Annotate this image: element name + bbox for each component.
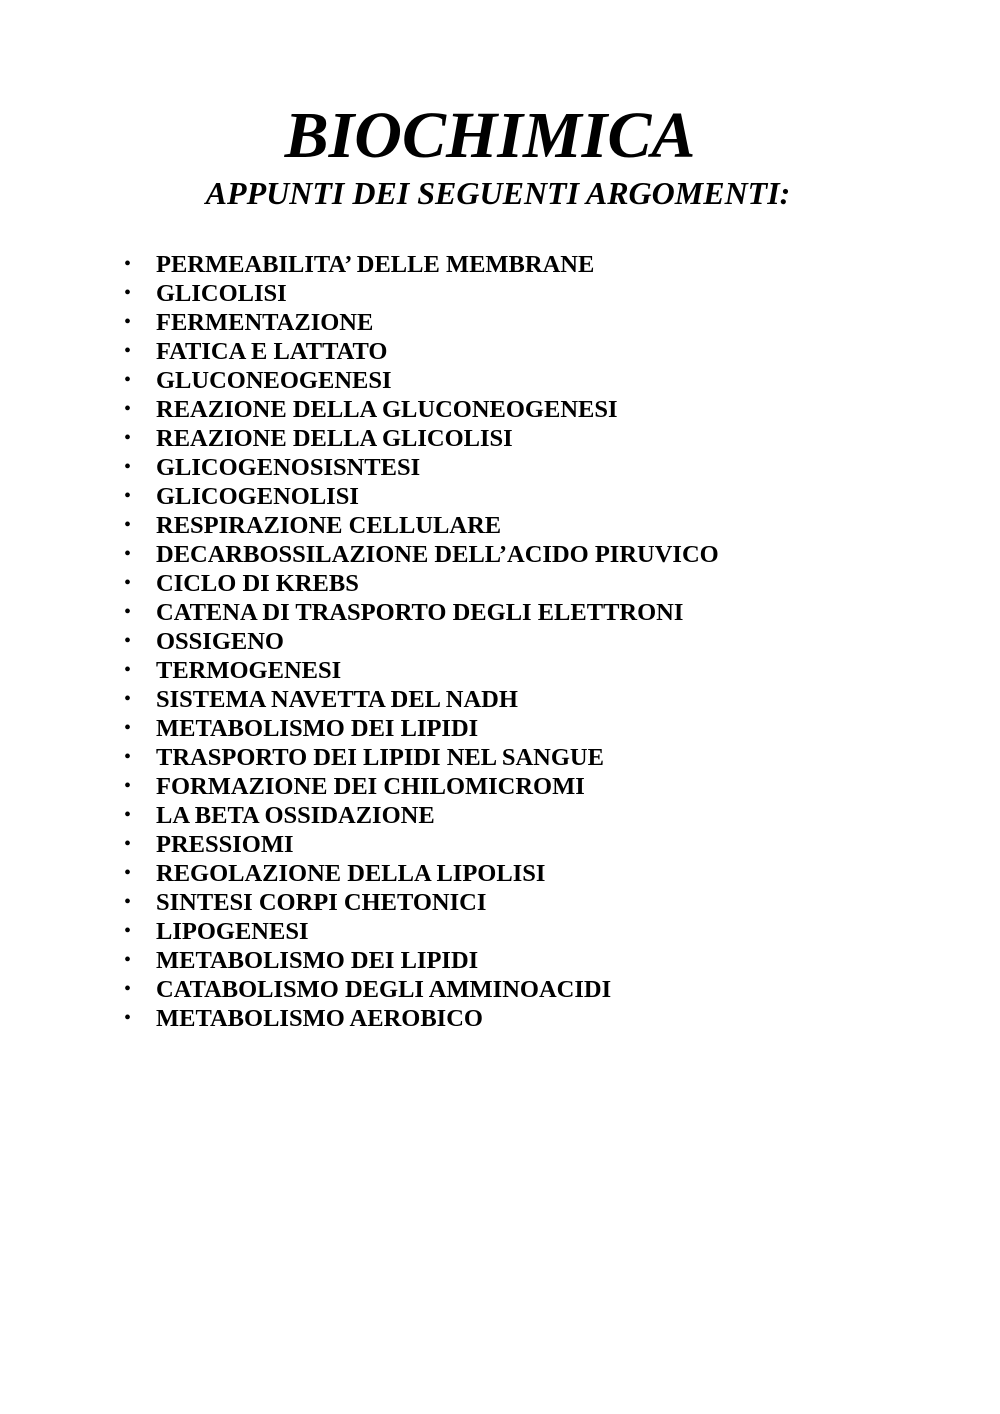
bullet-icon: • (124, 833, 132, 855)
bullet-icon: • (124, 804, 132, 826)
topic-list-item (120, 772, 719, 801)
topic-list-item (120, 714, 719, 743)
topic-list-item (120, 569, 719, 598)
bullet-icon: • (124, 572, 132, 594)
topic-label: METABOLISMO AEROBICO (156, 1005, 483, 1032)
bullet-icon: • (124, 630, 132, 652)
topic-list-item (120, 888, 719, 917)
bullet-icon: • (124, 775, 132, 797)
bullet-icon: • (124, 311, 132, 333)
topic-label: CATENA DI TRASPORTO DEGLI ELETTRONI (156, 599, 684, 626)
topic-list-item (120, 627, 719, 656)
topic-label: LIPOGENESI (156, 918, 309, 945)
topic-list-item (120, 424, 719, 453)
bullet-icon: • (124, 369, 132, 391)
bullet-icon: • (124, 456, 132, 478)
topic-list-item (120, 511, 719, 540)
topic-label: CATABOLISMO DEGLI AMMINOACIDI (156, 976, 612, 1003)
topic-list-item (120, 743, 719, 772)
topic-label: TRASPORTO DEI LIPIDI NEL SANGUE (156, 744, 604, 771)
topic-list-item (120, 685, 719, 714)
topic-list-item (120, 482, 719, 511)
topic-list-item (120, 366, 719, 395)
topic-label: TERMOGENESI (156, 657, 342, 684)
bullet-icon: • (124, 659, 132, 681)
topic-label: SISTEMA NAVETTA DEL NADH (156, 686, 518, 713)
bullet-icon: • (124, 601, 132, 623)
bullet-icon: • (124, 746, 132, 768)
topic-list-item (120, 395, 719, 424)
topic-label: REAZIONE DELLA GLICOLISI (156, 425, 513, 452)
topic-label: GLICOLISI (156, 280, 287, 307)
topic-list-item (120, 540, 719, 569)
topic-label: RESPIRAZIONE CELLULARE (156, 512, 502, 539)
bullet-icon: • (124, 949, 132, 971)
bullet-icon: • (124, 920, 132, 942)
bullet-icon: • (124, 485, 132, 507)
topic-list-item (120, 946, 719, 975)
bullet-icon: • (124, 398, 132, 420)
topic-list-item (120, 801, 719, 830)
topic-list-item (120, 830, 719, 859)
bullet-icon: • (124, 253, 132, 275)
bullet-icon: • (124, 543, 132, 565)
topic-label: LA BETA OSSIDAZIONE (156, 802, 435, 829)
topic-list-item (120, 453, 719, 482)
bullet-icon: • (124, 1007, 132, 1029)
topic-list-item (120, 975, 719, 1004)
topic-list-item (120, 859, 719, 888)
bullet-icon: • (124, 427, 132, 449)
topic-list-item (120, 656, 719, 685)
topic-list-item (120, 250, 719, 279)
document-title: BIOCHIMICA (284, 99, 696, 172)
bullet-icon: • (124, 862, 132, 884)
topic-list-item (120, 1004, 719, 1033)
topic-list-item (120, 279, 719, 308)
topic-list-item (120, 917, 719, 946)
topic-label: OSSIGENO (156, 628, 284, 655)
bullet-icon: • (124, 978, 132, 1000)
topic-list-item (120, 337, 719, 366)
topic-label: CICLO DI KREBS (156, 570, 359, 597)
bullet-icon: • (124, 282, 132, 304)
topic-label: FERMENTAZIONE (156, 309, 374, 336)
topic-list (120, 250, 719, 1033)
topic-label: METABOLISMO DEI LIPIDI (156, 947, 479, 974)
topic-label: REAZIONE DELLA GLUCONEOGENESI (156, 396, 618, 423)
topic-label: GLICOGENOLISI (156, 483, 359, 510)
bullet-icon: • (124, 891, 132, 913)
bullet-icon: • (124, 514, 132, 536)
bullet-icon: • (124, 717, 132, 739)
topic-list-item (120, 598, 719, 627)
topic-label: PERMEABILITA’ DELLE MEMBRANE (156, 251, 595, 278)
bullet-icon: • (124, 340, 132, 362)
topic-label: GLICOGENOSISNTESI (156, 454, 421, 481)
document-subtitle: APPUNTI DEI SEGUENTI ARGOMENTI: (205, 175, 791, 211)
topic-label: FORMAZIONE DEI CHILOMICROMI (156, 773, 585, 800)
topic-label: FATICA E LATTATO (156, 338, 388, 365)
topic-label: SINTESI CORPI CHETONICI (156, 889, 487, 916)
topic-list-item (120, 308, 719, 337)
topic-label: DECARBOSSILAZIONE DELL’ACIDO PIRUVICO (156, 541, 719, 568)
topic-label: REGOLAZIONE DELLA LIPOLISI (156, 860, 546, 887)
topic-label: METABOLISMO DEI LIPIDI (156, 715, 479, 742)
topic-label: GLUCONEOGENESI (156, 367, 392, 394)
topic-label: PRESSIOMI (156, 831, 294, 858)
bullet-icon: • (124, 688, 132, 710)
